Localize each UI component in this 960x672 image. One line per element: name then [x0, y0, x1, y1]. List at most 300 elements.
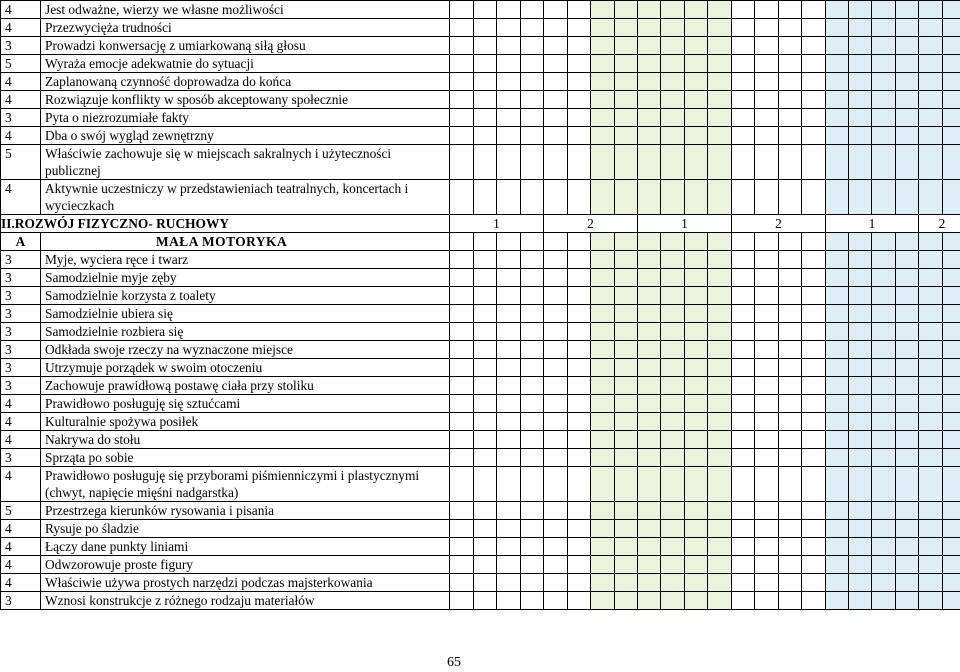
rating-cell[interactable] — [896, 145, 919, 180]
rating-cell[interactable] — [872, 538, 896, 556]
rating-cell[interactable] — [497, 538, 521, 556]
rating-cell[interactable] — [849, 73, 872, 91]
rating-cell[interactable] — [685, 359, 708, 377]
rating-cell[interactable] — [497, 269, 521, 287]
rating-cell[interactable] — [779, 556, 802, 574]
rating-cell[interactable] — [826, 145, 849, 180]
rating-cell[interactable] — [521, 431, 544, 449]
rating-cell[interactable] — [732, 574, 755, 592]
rating-cell[interactable] — [661, 127, 685, 145]
rating-cell[interactable] — [919, 37, 943, 55]
rating-cell[interactable] — [450, 73, 474, 91]
rating-cell[interactable] — [896, 37, 919, 55]
rating-cell[interactable] — [497, 592, 521, 610]
rating-cell[interactable] — [474, 431, 497, 449]
rating-cell[interactable] — [826, 431, 849, 449]
rating-cell[interactable] — [732, 251, 755, 269]
rating-cell[interactable] — [591, 431, 615, 449]
rating-cell[interactable] — [638, 91, 661, 109]
rating-cell[interactable] — [615, 37, 638, 55]
rating-cell[interactable] — [521, 574, 544, 592]
rating-cell[interactable] — [802, 91, 826, 109]
rating-cell[interactable] — [708, 91, 732, 109]
rating-cell[interactable] — [708, 341, 732, 359]
rating-cell[interactable] — [450, 55, 474, 73]
rating-cell[interactable] — [943, 233, 960, 251]
rating-cell[interactable] — [779, 1, 802, 19]
rating-cell[interactable] — [755, 37, 779, 55]
rating-cell[interactable] — [919, 413, 943, 431]
rating-cell[interactable] — [732, 449, 755, 467]
rating-cell[interactable] — [732, 556, 755, 574]
rating-cell[interactable] — [755, 55, 779, 73]
rating-cell[interactable] — [919, 73, 943, 91]
rating-cell[interactable] — [708, 233, 732, 251]
rating-cell[interactable] — [497, 377, 521, 395]
rating-cell[interactable] — [568, 109, 591, 127]
rating-cell[interactable] — [732, 538, 755, 556]
rating-cell[interactable] — [661, 592, 685, 610]
rating-cell[interactable] — [685, 305, 708, 323]
rating-cell[interactable] — [638, 574, 661, 592]
rating-cell[interactable] — [779, 467, 802, 502]
rating-cell[interactable] — [544, 73, 568, 91]
rating-cell[interactable] — [450, 109, 474, 127]
rating-cell[interactable] — [661, 520, 685, 538]
rating-cell[interactable] — [521, 592, 544, 610]
rating-cell[interactable] — [732, 127, 755, 145]
rating-cell[interactable] — [638, 251, 661, 269]
rating-cell[interactable] — [943, 145, 960, 180]
rating-cell[interactable] — [450, 556, 474, 574]
rating-cell[interactable] — [849, 127, 872, 145]
rating-cell[interactable] — [708, 538, 732, 556]
rating-cell[interactable] — [919, 431, 943, 449]
rating-cell[interactable] — [615, 377, 638, 395]
rating-cell[interactable] — [615, 287, 638, 305]
rating-cell[interactable] — [826, 520, 849, 538]
rating-cell[interactable] — [615, 145, 638, 180]
rating-cell[interactable] — [638, 502, 661, 520]
rating-cell[interactable] — [919, 377, 943, 395]
rating-cell[interactable] — [615, 305, 638, 323]
rating-cell[interactable] — [591, 127, 615, 145]
rating-cell[interactable] — [732, 413, 755, 431]
rating-cell[interactable] — [685, 413, 708, 431]
rating-cell[interactable] — [872, 413, 896, 431]
rating-cell[interactable] — [497, 55, 521, 73]
rating-cell[interactable] — [732, 109, 755, 127]
rating-cell[interactable] — [708, 395, 732, 413]
rating-cell[interactable] — [685, 341, 708, 359]
rating-cell[interactable] — [872, 19, 896, 37]
rating-cell[interactable] — [919, 467, 943, 502]
rating-cell[interactable] — [872, 467, 896, 502]
rating-cell[interactable] — [615, 574, 638, 592]
rating-cell[interactable] — [849, 467, 872, 502]
rating-cell[interactable] — [661, 395, 685, 413]
rating-cell[interactable] — [826, 109, 849, 127]
rating-cell[interactable] — [615, 538, 638, 556]
rating-cell[interactable] — [661, 359, 685, 377]
rating-cell[interactable] — [474, 520, 497, 538]
rating-cell[interactable] — [568, 341, 591, 359]
rating-cell[interactable] — [802, 556, 826, 574]
rating-cell[interactable] — [826, 341, 849, 359]
rating-cell[interactable] — [872, 180, 896, 215]
rating-cell[interactable] — [943, 180, 960, 215]
rating-cell[interactable] — [450, 341, 474, 359]
rating-cell[interactable] — [826, 305, 849, 323]
rating-cell[interactable] — [872, 449, 896, 467]
rating-cell[interactable] — [591, 305, 615, 323]
rating-cell[interactable] — [872, 305, 896, 323]
rating-cell[interactable] — [497, 556, 521, 574]
rating-cell[interactable] — [919, 305, 943, 323]
rating-cell[interactable] — [685, 269, 708, 287]
rating-cell[interactable] — [544, 305, 568, 323]
rating-cell[interactable] — [521, 305, 544, 323]
rating-cell[interactable] — [872, 287, 896, 305]
rating-cell[interactable] — [896, 55, 919, 73]
rating-cell[interactable] — [755, 431, 779, 449]
rating-cell[interactable] — [779, 233, 802, 251]
rating-cell[interactable] — [896, 109, 919, 127]
rating-cell[interactable] — [732, 73, 755, 91]
rating-cell[interactable] — [591, 91, 615, 109]
rating-cell[interactable] — [615, 449, 638, 467]
rating-cell[interactable] — [872, 359, 896, 377]
rating-cell[interactable] — [708, 520, 732, 538]
rating-cell[interactable] — [474, 413, 497, 431]
rating-cell[interactable] — [661, 19, 685, 37]
rating-cell[interactable] — [474, 574, 497, 592]
rating-cell[interactable] — [661, 55, 685, 73]
rating-cell[interactable] — [450, 592, 474, 610]
rating-cell[interactable] — [474, 55, 497, 73]
rating-cell[interactable] — [708, 269, 732, 287]
rating-cell[interactable] — [497, 91, 521, 109]
rating-cell[interactable] — [474, 73, 497, 91]
rating-cell[interactable] — [802, 538, 826, 556]
rating-cell[interactable] — [615, 502, 638, 520]
rating-cell[interactable] — [638, 37, 661, 55]
rating-cell[interactable] — [685, 287, 708, 305]
rating-cell[interactable] — [849, 37, 872, 55]
rating-cell[interactable] — [755, 377, 779, 395]
rating-cell[interactable] — [779, 180, 802, 215]
rating-cell[interactable] — [521, 538, 544, 556]
rating-cell[interactable] — [849, 520, 872, 538]
rating-cell[interactable] — [615, 127, 638, 145]
rating-cell[interactable] — [826, 574, 849, 592]
rating-cell[interactable] — [474, 37, 497, 55]
rating-cell[interactable] — [450, 127, 474, 145]
rating-cell[interactable] — [943, 413, 960, 431]
rating-cell[interactable] — [755, 538, 779, 556]
rating-cell[interactable] — [779, 269, 802, 287]
rating-cell[interactable] — [615, 592, 638, 610]
rating-cell[interactable] — [919, 269, 943, 287]
rating-cell[interactable] — [615, 556, 638, 574]
rating-cell[interactable] — [544, 233, 568, 251]
rating-cell[interactable] — [943, 55, 960, 73]
rating-cell[interactable] — [685, 395, 708, 413]
rating-cell[interactable] — [685, 377, 708, 395]
rating-cell[interactable] — [591, 377, 615, 395]
rating-cell[interactable] — [755, 287, 779, 305]
rating-cell[interactable] — [638, 19, 661, 37]
rating-cell[interactable] — [943, 592, 960, 610]
rating-cell[interactable] — [755, 233, 779, 251]
rating-cell[interactable] — [779, 538, 802, 556]
rating-cell[interactable] — [779, 37, 802, 55]
rating-cell[interactable] — [544, 377, 568, 395]
rating-cell[interactable] — [521, 502, 544, 520]
rating-cell[interactable] — [826, 251, 849, 269]
rating-cell[interactable] — [450, 180, 474, 215]
rating-cell[interactable] — [591, 323, 615, 341]
rating-cell[interactable] — [708, 592, 732, 610]
rating-cell[interactable] — [779, 145, 802, 180]
rating-cell[interactable] — [591, 287, 615, 305]
rating-cell[interactable] — [708, 467, 732, 502]
rating-cell[interactable] — [638, 538, 661, 556]
rating-cell[interactable] — [591, 592, 615, 610]
rating-cell[interactable] — [661, 91, 685, 109]
rating-cell[interactable] — [474, 449, 497, 467]
rating-cell[interactable] — [779, 251, 802, 269]
rating-cell[interactable] — [896, 287, 919, 305]
rating-cell[interactable] — [497, 305, 521, 323]
rating-cell[interactable] — [802, 592, 826, 610]
rating-cell[interactable] — [896, 520, 919, 538]
rating-cell[interactable] — [638, 359, 661, 377]
rating-cell[interactable] — [919, 520, 943, 538]
rating-cell[interactable] — [919, 127, 943, 145]
rating-cell[interactable] — [919, 502, 943, 520]
rating-cell[interactable] — [638, 467, 661, 502]
rating-cell[interactable] — [521, 233, 544, 251]
rating-cell[interactable] — [872, 1, 896, 19]
rating-cell[interactable] — [755, 73, 779, 91]
rating-cell[interactable] — [615, 1, 638, 19]
rating-cell[interactable] — [943, 91, 960, 109]
rating-cell[interactable] — [849, 359, 872, 377]
rating-cell[interactable] — [615, 431, 638, 449]
rating-cell[interactable] — [779, 287, 802, 305]
rating-cell[interactable] — [732, 180, 755, 215]
rating-cell[interactable] — [661, 502, 685, 520]
rating-cell[interactable] — [896, 449, 919, 467]
rating-cell[interactable] — [544, 556, 568, 574]
rating-cell[interactable] — [849, 556, 872, 574]
rating-cell[interactable] — [708, 449, 732, 467]
rating-cell[interactable] — [943, 269, 960, 287]
rating-cell[interactable] — [826, 467, 849, 502]
rating-cell[interactable] — [450, 449, 474, 467]
rating-cell[interactable] — [685, 251, 708, 269]
rating-cell[interactable] — [708, 127, 732, 145]
rating-cell[interactable] — [685, 592, 708, 610]
rating-cell[interactable] — [568, 269, 591, 287]
rating-cell[interactable] — [802, 73, 826, 91]
rating-cell[interactable] — [708, 180, 732, 215]
rating-cell[interactable] — [732, 592, 755, 610]
rating-cell[interactable] — [779, 359, 802, 377]
rating-cell[interactable] — [849, 269, 872, 287]
rating-cell[interactable] — [474, 19, 497, 37]
rating-cell[interactable] — [450, 574, 474, 592]
rating-cell[interactable] — [638, 127, 661, 145]
rating-cell[interactable] — [497, 449, 521, 467]
rating-cell[interactable] — [755, 520, 779, 538]
rating-cell[interactable] — [943, 109, 960, 127]
rating-cell[interactable] — [755, 269, 779, 287]
rating-cell[interactable] — [685, 91, 708, 109]
rating-cell[interactable] — [779, 19, 802, 37]
rating-cell[interactable] — [450, 359, 474, 377]
rating-cell[interactable] — [919, 341, 943, 359]
rating-cell[interactable] — [755, 1, 779, 19]
rating-cell[interactable] — [896, 269, 919, 287]
rating-cell[interactable] — [568, 502, 591, 520]
rating-cell[interactable] — [943, 431, 960, 449]
rating-cell[interactable] — [450, 377, 474, 395]
rating-cell[interactable] — [685, 467, 708, 502]
rating-cell[interactable] — [544, 19, 568, 37]
rating-cell[interactable] — [755, 413, 779, 431]
rating-cell[interactable] — [779, 413, 802, 431]
rating-cell[interactable] — [849, 233, 872, 251]
rating-cell[interactable] — [943, 19, 960, 37]
rating-cell[interactable] — [919, 359, 943, 377]
rating-cell[interactable] — [919, 251, 943, 269]
rating-cell[interactable] — [638, 449, 661, 467]
rating-cell[interactable] — [661, 287, 685, 305]
rating-cell[interactable] — [544, 180, 568, 215]
rating-cell[interactable] — [802, 413, 826, 431]
rating-cell[interactable] — [943, 323, 960, 341]
rating-cell[interactable] — [591, 109, 615, 127]
rating-cell[interactable] — [497, 413, 521, 431]
rating-cell[interactable] — [708, 1, 732, 19]
rating-cell[interactable] — [450, 413, 474, 431]
rating-cell[interactable] — [638, 377, 661, 395]
rating-cell[interactable] — [802, 431, 826, 449]
rating-cell[interactable] — [568, 574, 591, 592]
rating-cell[interactable] — [521, 323, 544, 341]
rating-cell[interactable] — [450, 431, 474, 449]
rating-cell[interactable] — [732, 520, 755, 538]
rating-cell[interactable] — [755, 592, 779, 610]
rating-cell[interactable] — [896, 467, 919, 502]
rating-cell[interactable] — [661, 467, 685, 502]
rating-cell[interactable] — [802, 233, 826, 251]
rating-cell[interactable] — [872, 109, 896, 127]
rating-cell[interactable] — [544, 502, 568, 520]
rating-cell[interactable] — [802, 305, 826, 323]
rating-cell[interactable] — [568, 55, 591, 73]
rating-cell[interactable] — [919, 109, 943, 127]
rating-cell[interactable] — [919, 145, 943, 180]
rating-cell[interactable] — [591, 55, 615, 73]
rating-cell[interactable] — [755, 341, 779, 359]
rating-cell[interactable] — [615, 323, 638, 341]
rating-cell[interactable] — [638, 520, 661, 538]
rating-cell[interactable] — [779, 55, 802, 73]
rating-cell[interactable] — [708, 359, 732, 377]
rating-cell[interactable] — [872, 520, 896, 538]
rating-cell[interactable] — [568, 413, 591, 431]
rating-cell[interactable] — [943, 1, 960, 19]
rating-cell[interactable] — [896, 323, 919, 341]
rating-cell[interactable] — [943, 449, 960, 467]
rating-cell[interactable] — [826, 91, 849, 109]
rating-cell[interactable] — [450, 269, 474, 287]
rating-cell[interactable] — [661, 37, 685, 55]
rating-cell[interactable] — [685, 556, 708, 574]
rating-cell[interactable] — [450, 37, 474, 55]
rating-cell[interactable] — [591, 556, 615, 574]
rating-cell[interactable] — [521, 180, 544, 215]
rating-cell[interactable] — [732, 55, 755, 73]
rating-cell[interactable] — [685, 180, 708, 215]
rating-cell[interactable] — [732, 467, 755, 502]
rating-cell[interactable] — [521, 55, 544, 73]
rating-cell[interactable] — [685, 431, 708, 449]
rating-cell[interactable] — [591, 145, 615, 180]
rating-cell[interactable] — [919, 180, 943, 215]
rating-cell[interactable] — [615, 251, 638, 269]
rating-cell[interactable] — [872, 341, 896, 359]
rating-cell[interactable] — [450, 538, 474, 556]
rating-cell[interactable] — [497, 233, 521, 251]
rating-cell[interactable] — [943, 377, 960, 395]
rating-cell[interactable] — [544, 145, 568, 180]
rating-cell[interactable] — [802, 109, 826, 127]
rating-cell[interactable] — [615, 413, 638, 431]
rating-cell[interactable] — [544, 251, 568, 269]
rating-cell[interactable] — [661, 556, 685, 574]
rating-cell[interactable] — [568, 359, 591, 377]
rating-cell[interactable] — [568, 449, 591, 467]
rating-cell[interactable] — [474, 556, 497, 574]
rating-cell[interactable] — [896, 359, 919, 377]
rating-cell[interactable] — [544, 574, 568, 592]
rating-cell[interactable] — [661, 233, 685, 251]
rating-cell[interactable] — [896, 19, 919, 37]
rating-cell[interactable] — [474, 592, 497, 610]
rating-cell[interactable] — [896, 538, 919, 556]
rating-cell[interactable] — [661, 449, 685, 467]
rating-cell[interactable] — [544, 359, 568, 377]
rating-cell[interactable] — [661, 145, 685, 180]
rating-cell[interactable] — [615, 520, 638, 538]
rating-cell[interactable] — [638, 592, 661, 610]
rating-cell[interactable] — [732, 91, 755, 109]
rating-cell[interactable] — [497, 574, 521, 592]
rating-cell[interactable] — [685, 37, 708, 55]
rating-cell[interactable] — [919, 323, 943, 341]
rating-cell[interactable] — [497, 467, 521, 502]
rating-cell[interactable] — [568, 73, 591, 91]
rating-cell[interactable] — [661, 413, 685, 431]
rating-cell[interactable] — [685, 145, 708, 180]
rating-cell[interactable] — [685, 574, 708, 592]
rating-cell[interactable] — [802, 449, 826, 467]
rating-cell[interactable] — [474, 323, 497, 341]
